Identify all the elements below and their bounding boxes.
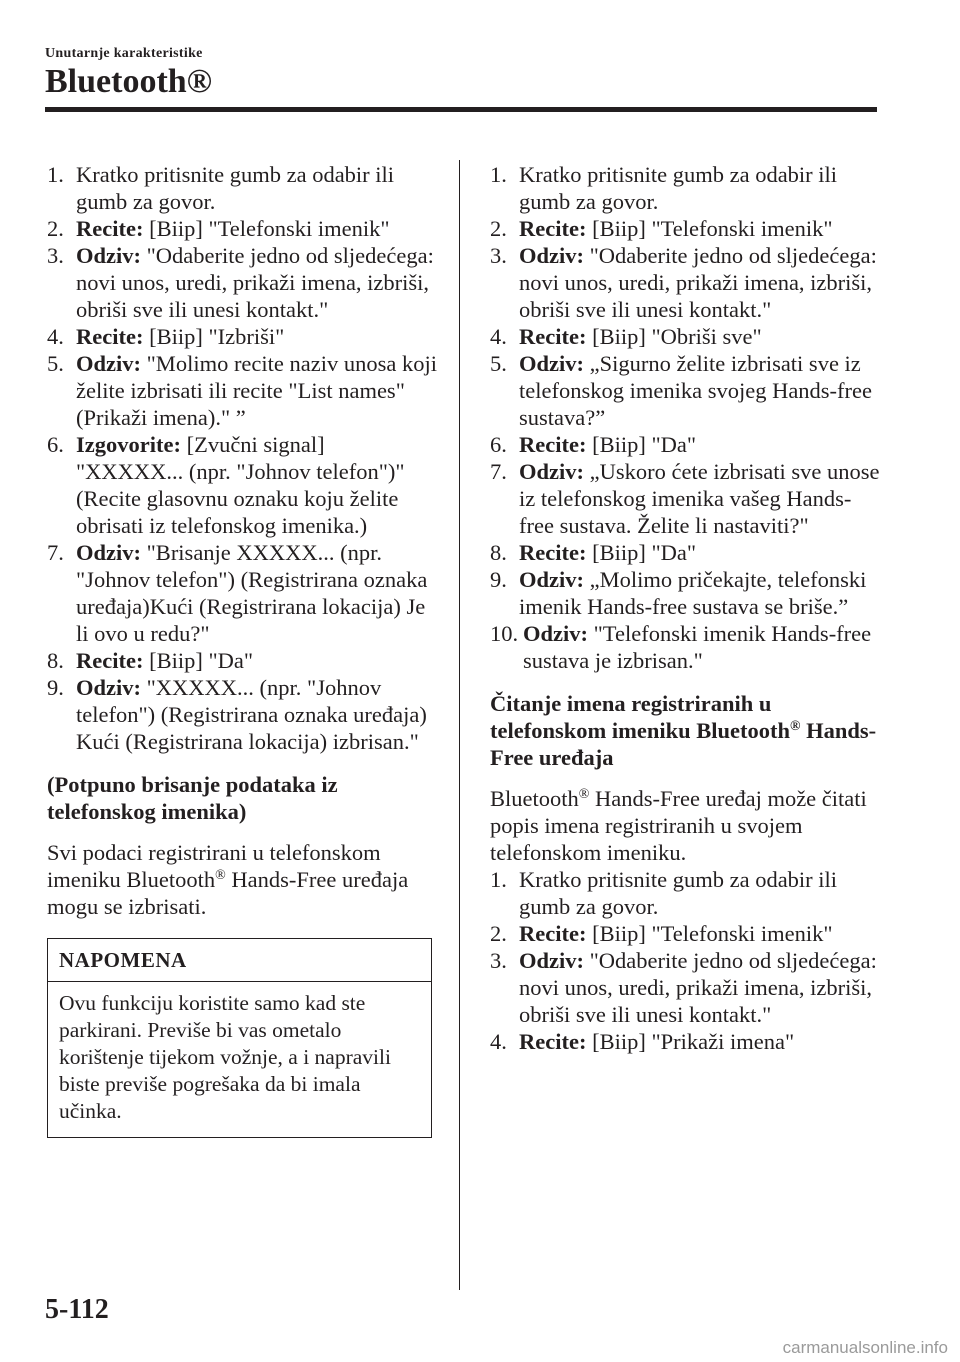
left-steps [47, 161, 437, 755]
step-item [47, 323, 437, 350]
step-text [519, 215, 880, 242]
step-label: Odziv: [76, 351, 141, 376]
step-content: [Biip] "Da" [149, 648, 254, 673]
step-label: Odziv: [523, 621, 588, 646]
step-content: „Molimo pričekajte, telefonski imenik Hands-free sustava se briše.” [519, 567, 867, 619]
step-item [47, 161, 437, 215]
step-text [76, 350, 437, 431]
step-item [490, 215, 880, 242]
step-item [47, 674, 437, 755]
step-number: 3. [47, 243, 64, 268]
step-item [47, 350, 437, 431]
step-content: [Biip] "Telefonski imenik" [592, 216, 833, 241]
step-item [47, 215, 437, 242]
step-text [519, 242, 880, 323]
step-item [490, 242, 880, 323]
step-number: 5. [47, 351, 64, 376]
step-item [490, 323, 880, 350]
step-label: Recite: [519, 1029, 587, 1054]
step-content: "Molimo recite naziv unosa koji želite izbrisati ili recite "List names" (Prikaži imena)." ” [76, 351, 437, 430]
step-label: Recite: [76, 648, 144, 673]
step-text [519, 1028, 880, 1055]
step-item [490, 161, 880, 215]
step-content: [Biip] "Izbriši" [149, 324, 285, 349]
delete-all-heading: (Potpuno brisanje podataka iz telefonskog imenika) [47, 772, 338, 824]
step-number: 5. [490, 351, 507, 376]
note-text: Ovu funkciju koristite samo kad ste parkirani. Previše bi vas ometalo korištenje tijekom vožnje, a i napravili biste previše pogrešaka da bi imala učinka. [59, 991, 391, 1123]
step-item [490, 431, 880, 458]
step-label: Odziv: [76, 243, 141, 268]
step-number: 1. [490, 867, 507, 892]
step-label: Recite: [76, 216, 144, 241]
step-label: Odziv: [519, 567, 584, 592]
read-names-heading: Čitanje imena registriranih u telefonskom imeniku Bluetooth® Hands-Free uređaja [490, 691, 877, 770]
step-text [519, 350, 880, 431]
section-title: Unutarnje karakteristike [45, 46, 203, 61]
step-content: [Biip] "Telefonski imenik" [592, 921, 833, 946]
step-label: Recite: [519, 432, 587, 457]
step-number: 1. [47, 162, 64, 187]
watermark: carmanualsonline.info [782, 1338, 948, 1357]
step-text [519, 866, 880, 920]
step-number: 4. [490, 1029, 507, 1054]
step-label: Odziv: [519, 948, 584, 973]
step-content: [Zvučni signal] "XXXXX... (npr. "Johnov telefon")" (Recite glasovnu oznaku koju želite obrisati iz telefonskog imenika.) [76, 432, 405, 538]
step-item [490, 866, 880, 920]
step-text [519, 566, 880, 620]
step-label: Recite: [76, 324, 144, 349]
step-number: 2. [47, 216, 64, 241]
step-content: [Biip] "Da" [592, 432, 697, 457]
step-number: 1. [490, 162, 507, 187]
step-content: "Odaberite jedno od sljedećega: novi unos, uredi, prikaži imena, izbriši, obriši sve ili unesi kontakt." [519, 243, 877, 322]
page-number: 5-112 [45, 1294, 109, 1325]
right-steps [490, 161, 880, 674]
step-item [490, 350, 880, 431]
step-item [490, 920, 880, 947]
step-text [519, 920, 880, 947]
step-number: 6. [490, 432, 507, 457]
step-item [490, 620, 880, 674]
right-column [490, 161, 880, 1055]
step-text [519, 458, 880, 539]
left-column [47, 161, 437, 1138]
step-number: 4. [490, 324, 507, 349]
step-number: 10. [490, 621, 519, 646]
step-text [519, 161, 880, 215]
step-number: 7. [490, 459, 507, 484]
step-content: "Odaberite jedno od sljedećega: novi unos, uredi, prikaži imena, izbriši, obriši sve ili unesi kontakt." [76, 243, 434, 322]
step-text [519, 947, 880, 1028]
step-number: 7. [47, 540, 64, 565]
header-rule [45, 107, 877, 112]
step-number: 8. [47, 648, 64, 673]
step-content: Kratko pritisnite gumb za odabir ili gumb za govor. [519, 162, 838, 214]
step-content: "Odaberite jedno od sljedećega: novi unos, uredi, prikaži imena, izbriši, obriši sve ili unesi kontakt." [519, 948, 877, 1027]
step-content: Kratko pritisnite gumb za odabir ili gumb za govor. [76, 162, 395, 214]
step-number: 6. [47, 432, 64, 457]
step-item [490, 458, 880, 539]
step-content: [Biip] "Prikaži imena" [592, 1029, 795, 1054]
step-label: Odziv: [76, 675, 141, 700]
step-number: 3. [490, 948, 507, 973]
step-content: [Biip] "Obriši sve" [592, 324, 762, 349]
step-item [47, 539, 437, 647]
step-text [76, 323, 437, 350]
step-item [47, 647, 437, 674]
step-text [76, 242, 437, 323]
step-label: Izgovorite: [76, 432, 181, 457]
step-text [76, 215, 437, 242]
read-names-intro: Bluetooth® Hands-Free uređaj može čitati popis imena registriranih u svojem telefonskom imeniku. [490, 786, 867, 865]
step-content: "XXXXX... (npr. "Johnov telefon") (Registrirana oznaka uređaja) Kući (Registrirana lokacija) izbrisan." [76, 675, 427, 754]
step-label: Odziv: [519, 351, 584, 376]
step-item [490, 1028, 880, 1055]
step-label: Odziv: [519, 459, 584, 484]
step-item [490, 539, 880, 566]
note-title: NAPOMENA [48, 939, 431, 982]
step-text [519, 431, 880, 458]
step-label: Odziv: [519, 243, 584, 268]
delete-all-intro: Svi podaci registrirani u telefonskom imeniku Bluetooth® Hands-Free uređaja mogu se izbrisati. [47, 840, 409, 919]
step-content: [Biip] "Telefonski imenik" [149, 216, 390, 241]
step-number: 3. [490, 243, 507, 268]
step-item [47, 431, 437, 539]
step-text [76, 647, 437, 674]
step-content: Kratko pritisnite gumb za odabir ili gumb za govor. [519, 867, 838, 919]
step-number: 9. [47, 675, 64, 700]
step-content: "Brisanje XXXXX... (npr. "Johnov telefon") (Registrirana oznaka uređaja)Kući (Registrirana lokacija) Je li ovo u redu?" [76, 540, 428, 646]
step-number: 8. [490, 540, 507, 565]
step-label: Recite: [519, 216, 587, 241]
step-content: „Sigurno želite izbrisati sve iz telefonskog imenika svojeg Hands-free sustava?” [519, 351, 873, 430]
step-number: 2. [490, 921, 507, 946]
step-item [490, 566, 880, 620]
step-item [490, 947, 880, 1028]
step-label: Recite: [519, 324, 587, 349]
step-label: Recite: [519, 921, 587, 946]
right-steps-2 [490, 866, 880, 1055]
step-text [76, 161, 437, 215]
step-text [76, 539, 437, 647]
step-label: Recite: [519, 540, 587, 565]
step-number: 4. [47, 324, 64, 349]
step-content: [Biip] "Da" [592, 540, 697, 565]
step-item [47, 242, 437, 323]
column-divider [459, 160, 460, 1290]
step-number: 2. [490, 216, 507, 241]
step-label: Odziv: [76, 540, 141, 565]
chapter-title: Bluetooth® [45, 63, 213, 100]
step-content: „Uskoro ćete izbrisati sve unose iz telefonskog imenika vašeg Hands-free sustava. Želite li nastaviti?" [519, 459, 880, 538]
step-text [523, 620, 880, 674]
step-text [519, 323, 880, 350]
step-content: "Telefonski imenik Hands-free sustava je izbrisan." [523, 621, 872, 673]
step-number: 9. [490, 567, 507, 592]
step-text [519, 539, 880, 566]
step-text [76, 431, 437, 539]
note-box [47, 938, 432, 1138]
step-text [76, 674, 437, 755]
